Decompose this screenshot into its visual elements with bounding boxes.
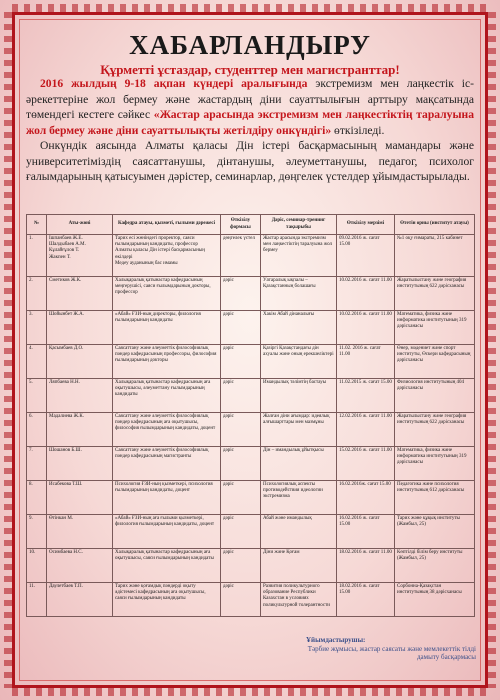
header-department: Кафедра атауы, қызметі, ғылыми дәрежесі <box>113 215 221 235</box>
date-time: 11.02. 2016 ж. сағат 11.00 <box>337 345 395 379</box>
topic: Дін – имандылық ұйытқысы <box>261 447 337 481</box>
location: Математика, физика және информатика институтының 319 дәрісханасы <box>395 311 475 345</box>
row-number: 3. <box>27 311 47 345</box>
topic: Абай және имандылық <box>261 515 337 549</box>
intro-paragraph-2: Онкүндік аясында Алматы қаласы Дін істері басқармасының мамандары және университетіміздің саясаттанушы, дінтанушы, әлеуметтанушы, педагог, психолог ғалымдарының қатысуымен дәрістер, семинарлар, дөңгелек үстелдер ұйымдастырылады. <box>26 139 474 183</box>
intro-text-2: өткізіледі. <box>331 123 385 137</box>
department: Халықаралық қатынастар кафедрасының меңгерушісі, саяси ғылымдарының докторы, профессор <box>113 277 221 311</box>
topic: Хакім Абай дінаналығы <box>261 311 337 345</box>
date-time: 18.02.2016 ж. сағат 15.00 <box>337 583 395 617</box>
header-topic: Дәріс, семинар-тренинг тақырыбы <box>261 215 337 235</box>
intro-paragraph-1 <box>26 76 474 138</box>
topic: Діни және Қоғам <box>261 549 337 583</box>
form: дәріс <box>221 481 261 515</box>
location: Физиология институтының 404 дәрісханасы <box>395 379 475 413</box>
topic: Уатаралық ықпалы – Қазақстанның болашағы <box>261 277 337 311</box>
form: дәріс <box>221 447 261 481</box>
table-row <box>27 379 475 413</box>
department: Халықаралық қатынастар кафедрасының аға оқытушысы, әлеуметтану ғылымдарының кандидаты <box>113 379 221 413</box>
page-title: ХАБАРЛАНДЫРУ <box>129 30 371 60</box>
intro-text <box>26 76 474 185</box>
speaker-name: Шойынбет Ж.А. <box>47 311 113 345</box>
header-location: Өтетін орны (институт атауы) <box>395 215 475 235</box>
form: дәріс <box>221 515 261 549</box>
date-time: 15.02.2016 ж. сағат 11.00 <box>337 447 395 481</box>
speaker-name: Ляпбаева Н.Н. <box>47 379 113 413</box>
location: Тарих және құқық институты (Жамбыл, 25) <box>395 515 475 549</box>
location: Жаратылыстану және география институтының 622 дәрісханасы <box>395 413 475 447</box>
row-number: 10. <box>27 549 47 583</box>
table-row <box>27 447 475 481</box>
header-name: Аты-жөні <box>47 215 113 235</box>
department: Саясаттану және әлеуметтік философиялық пәндер кафедрасының аға оқытушысы, философия ғылымдарының кандидаты, доцент <box>113 413 221 447</box>
form: дәріс <box>221 413 261 447</box>
date-time: 09.02.2016 ж. сағат 15.00 <box>337 235 395 277</box>
department: Тарих есі жөніндегі проректор, саяси ғылымдарының кандидаты, профессор Алматы қаласы Дін істері басқармасының өкілдері Медеу ауданының бас имамы <box>113 235 221 277</box>
topic: Психологиялық аспекты противодействия идеологии экстремизма <box>261 481 337 515</box>
table-row <box>27 515 475 549</box>
speaker-name: Ішпанбаев Ж.Е. Шалдыбаев А.М. Кұлайғұлов Т. Жакпен Т. <box>47 235 113 277</box>
form: дәріс <box>221 583 261 617</box>
greeting: Құрметті ұстаздар, студенттер мен магистранттар! <box>100 62 400 77</box>
department: Халықаралық қатынастар кафедрасының аға оқытушысы, саяси ғылымдарының кандидаты <box>113 549 221 583</box>
department: Тарих және қоғамдық пәндерді оқыту әдістемесі кафедрасының аға оқытушысы, саяси ғылымдарының кандидаты <box>113 583 221 617</box>
speaker-name: Исабекова Т.Ш. <box>47 481 113 515</box>
organizers <box>306 636 476 662</box>
speaker-name: Шошанов Б.Ш. <box>47 447 113 481</box>
event-dates: 2016 жылдың 9-18 ақпан күндері аралығында <box>40 77 308 90</box>
form: дәріс <box>221 345 261 379</box>
location: Математика, физика және информатика институтының 319 дәрісханасы <box>395 447 475 481</box>
date-time: 11.02.2015 ж. сағат 15.00 <box>337 379 395 413</box>
table-row <box>27 549 475 583</box>
topic: Развития поликультурного образование Республики Казахстан в условиях поликультурной толерантности <box>261 583 337 617</box>
speaker-name: Сметиков Ж.К. <box>47 277 113 311</box>
department: Психология ҒЗИ-ның қызметкері, психология ғылымдарының кандидаты, доцент <box>113 481 221 515</box>
organizers-label: Ұйымдастырушы: <box>306 636 366 644</box>
header-form: Өткізілу формасы <box>221 215 261 235</box>
row-number: 1. <box>27 235 47 277</box>
table-row <box>27 481 475 515</box>
location: Сорбонна-Қазақстан институтының 38 дәрісханасы <box>395 583 475 617</box>
table-row <box>27 235 475 277</box>
row-number: 9. <box>27 515 47 549</box>
form: дәріс <box>221 311 261 345</box>
department: Саясаттану және әлеуметтік философиялық пәндер кафедрасының магистранты <box>113 447 221 481</box>
row-number: 6. <box>27 413 47 447</box>
speaker-name: Қасымбаев Д.О. <box>47 345 113 379</box>
department: Саясаттану және әлеуметтік философиялық пәндер кафедрасының профессоры, философия ғылымдарының докторы <box>113 345 221 379</box>
form: дөңгелек үстел <box>221 235 261 277</box>
topic: Қазіргі Қазақстандағы дін ахуалы және оның ерекшеліктері <box>261 345 337 379</box>
topic: Жалған діни ағымдар: идеялық алғышарттары мен мазмұны <box>261 413 337 447</box>
row-number: 8. <box>27 481 47 515</box>
topic: Жастар арасында экстремизм мен лаңкестіктің таралуына жол бермеу <box>261 235 337 277</box>
intro-text-1: экстремизм мен лаңкестік іс-әрекеттеріне жол бермеу және жастардың діни сауаттылығын арттыру мақсатында төмендегі кестеге сәйкес <box>26 77 474 121</box>
location: Өнер, мәдениет және спорт институты, Өскери кафедрасының дәрісханасы <box>395 345 475 379</box>
department: «Абай» ҒЗИ-ның директоры, филология ғылымдарының кандидаты <box>113 311 221 345</box>
speaker-name: Даулетбаев Т.П. <box>47 583 113 617</box>
event-name: «Жастар арасында экстремизм мен лаңкестіктің таралуына жол бермеу және діни сауаттылықты жетілдіру онкүндігі» <box>26 108 474 137</box>
organizers-value: Тәрбие жұмысы, жастар саясаты және мемлекеттік тілді дамыту басқармасы <box>307 644 476 661</box>
department: «Абай» ҒЗИ-ның аға ғылыми қызметкері, филология ғылымдарының кандидаты, доцент <box>113 515 221 549</box>
location: Педагогика және психология институтының 612 дәрісханасы <box>395 481 475 515</box>
table-header-row <box>27 215 475 235</box>
table-row <box>27 345 475 379</box>
speaker-name: Өтінкан М. <box>47 515 113 549</box>
location: Жаратылыстану және география институтының 622 дәрісханасы <box>395 277 475 311</box>
table-row <box>27 583 475 617</box>
date-time: 10.02.2016 ж. сағат 11.00 <box>337 311 395 345</box>
date-time: 16.02.2016ж. сағат 15.00 <box>337 481 395 515</box>
header-number: № <box>27 215 47 235</box>
header-date: Өткізілу мерзімі <box>337 215 395 235</box>
table-row <box>27 413 475 447</box>
form: дәріс <box>221 549 261 583</box>
table-row <box>27 311 475 345</box>
row-number: 7. <box>27 447 47 481</box>
schedule-table <box>26 214 475 617</box>
date-time: 18.02.2016 ж. сағат 11.00 <box>337 549 395 583</box>
location: №1 оқу ғимараты, 215 кабинет <box>395 235 475 277</box>
row-number: 4. <box>27 345 47 379</box>
topic: Имандылық тәлімтің бастауы <box>261 379 337 413</box>
date-time: 12.02.2016 ж. сағат 11.00 <box>337 413 395 447</box>
date-time: 16.02.2016 ж. сағат 15.00 <box>337 515 395 549</box>
row-number: 11. <box>27 583 47 617</box>
row-number: 5. <box>27 379 47 413</box>
date-time: 10.02.2016 ж. сағат 11.00 <box>337 277 395 311</box>
speaker-name: Мадалиева Ж.К. <box>47 413 113 447</box>
table-row <box>27 277 475 311</box>
row-number: 2. <box>27 277 47 311</box>
location: Көптілді білім беру институты (Жамбыл, 25) <box>395 549 475 583</box>
form: дәріс <box>221 277 261 311</box>
speaker-name: Осимбаева Н.С. <box>47 549 113 583</box>
form: дәріс <box>221 379 261 413</box>
